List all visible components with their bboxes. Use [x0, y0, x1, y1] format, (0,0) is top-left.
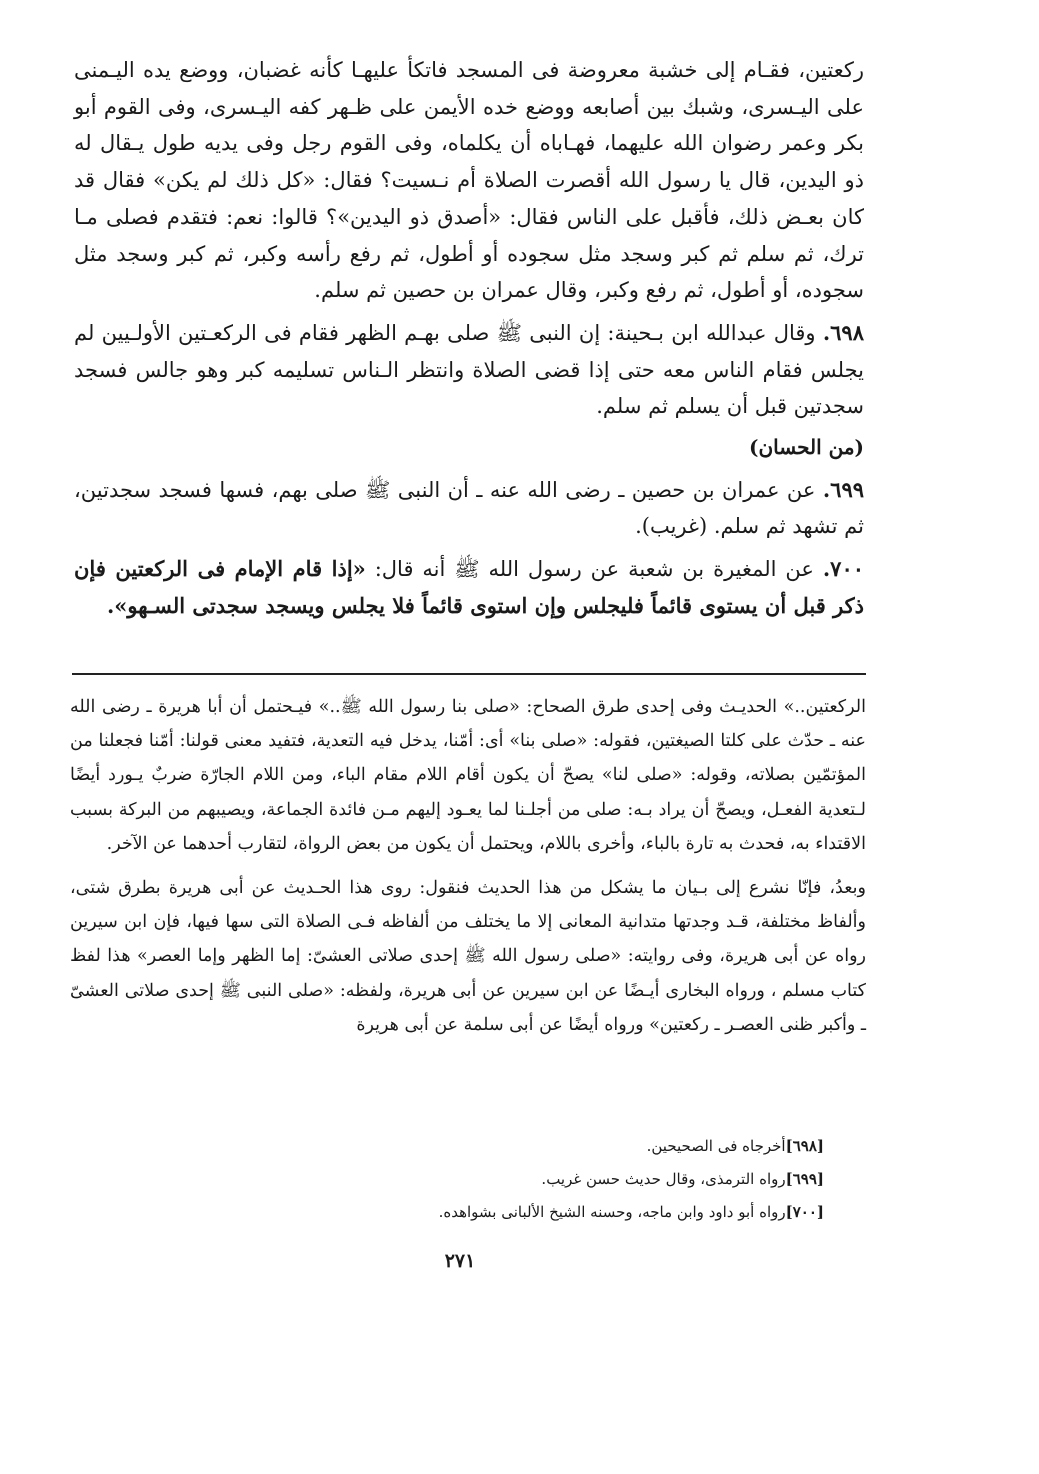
hadith-number: ٦٩٩.: [822, 476, 865, 502]
reference-number: [٦٩٩]: [785, 1170, 824, 1188]
section-heading: (من الحسان): [748, 435, 864, 460]
hadith-698: [74, 315, 864, 425]
commentary: [70, 690, 866, 1042]
reference-text: رواه أبو داود وابن ماجه، وحسنه الشيخ الألبانى بشواهده.: [438, 1203, 786, 1221]
reference-number: [٧٠٠]: [785, 1203, 824, 1221]
reference-text: أخرجاه فى الصحيحين.: [646, 1137, 786, 1155]
page-number: ٢٧١: [444, 1250, 476, 1272]
hadith-number: ٧٠٠.: [822, 556, 865, 582]
hadith-text: وقال عبدالله ابن بـحينة: إن النبى ﷺ صلى بهـم الظهر فقام فى الركعـتين الأولـيين لم يجلس فقام الناس معه حتى إذا قضى الصلاة وانتظر الـناس تسليمه كبر وهو جالس فسجد سجدتين قبل أن يسلم ثم سلم.: [74, 320, 864, 419]
reference-698: [380, 1130, 824, 1163]
hadith-number: ٦٩٨.: [822, 319, 864, 345]
reference-700: [380, 1196, 824, 1229]
reference-699: [380, 1163, 824, 1196]
reference-number: [٦٩٨]: [785, 1137, 824, 1155]
hadith-700: [74, 551, 864, 624]
hadith-699: [74, 472, 864, 545]
divider-line: [72, 673, 866, 675]
paragraph-continuation: ركعتين، فقـام إلى خشبة معروضة فى المسجد فاتكأ عليهـا كأنه غضبان، ووضع يده اليـمنى على اليـسرى، وشبك بين أصابعه ووضع خده الأيمن على ظـهر كفه اليـسرى، وفى القوم أبو بكر وعمر رضوان الله عليهما، فهـاباه أن يكلماه، وفى القوم رجل وفى يديه طول يـقال له ذو اليدين، قال يا رسول الله أقصرت الصلاة أم نـسيت؟ فقال: «كل ذلك لم يكن» فقال قد كان بعـض ذلك، فأقبل على الناس فقال: «أصدق ذو اليدين»؟ قالوا: نعم: فتقدم فصلى مـا ترك، ثم سلم ثم كبر وسجد مثل سجوده أو أطول، ثم رفع رأسه وكبر، ثم كبر وسجد مثل سجوده، أو أطول، ثم رفع وكبر، وقال عمران بن حصين ثم سلم.: [74, 58, 864, 303]
main-text: [74, 52, 864, 625]
commentary-paragraph: الركعتين..» الحديـث وفى إحدى طرق الصحاح: «صلى بنا رسول الله ﷺ..» فيـحتمل أن أبا هريرة ـ رضى الله عنه ـ حدّث على كلتا الصيغتين، فقوله: «صلى بنا» أى: أمّنا، يدخل فيه التعدية، فتفيد معنى قولنا: أمّنا فجعلنا من المؤتمّين بصلاته، وقوله: «صلى لنا» يصحّ أن يكون أقام اللام مقام الباء، ومن اللام الجارّة ضربٌ يـورد أيضًا لـتعدية الفعـل، ويصحّ أن يراد بـه: صلى من أجلـنا لما يعـود إليهم مـن فائدة الجماعة، ويصيبهم من البركة بسبب الاقتداء به، فحدث به تارة بالباء، وأخرى باللام، ويحتمل أن يكون من بعض الرواة، لتقارب أحدهما عن الآخر.: [70, 697, 866, 854]
references: [380, 1130, 824, 1229]
hadith-text: عن عمران بن حصين ـ رضى الله عنه ـ أن النبى ﷺ صلى بهم، فسها فسجد سجدتين، ثم تشهد ثم سلم. (غريب).: [74, 477, 864, 539]
hadith-text: عن المغيرة بن شعبة عن رسول الله ﷺ أنه قال:: [365, 557, 814, 582]
reference-text: رواه الترمذى، وقال حديث حسن غريب.: [541, 1170, 786, 1188]
hadith-quote: «إذا قام الإمام فى الركعتين فإن ذكر قبل أن يستوى قائماً فليجلس وإن استوى قائماً فلا يجلس ويسجد سجدتى السـهو».: [74, 556, 864, 618]
commentary-paragraph: وبعدُ، فإنّا نشرع إلى بـيان ما يشكل من هذا الحديث فنقول: روى هذا الحـديث عن أبى هريرة بطرق شتى، وألفاظ مختلفة، قـد وجدتها متدانية المعانى إلا ما يختلف من ألفاظه فـى الصلاة التى سها فيها، فإن ابن سيرين رواه عن أبى هريرة، وفى روايته: «صلى رسول الله ﷺ إحدى صلاتى العشىّ: إما الظهر وإما العصر» هذا لفظ كتاب مسلم ، ورواه البخارى أيـضًا عن ابن سيرين عن أبى هريرة، ولفظه: «صلى النبى ﷺ إحدى صلاتى العشىّ ـ وأكبر ظنى العصـر ـ ركعتين» ورواه أيضًا عن أبى سلمة عن أبى هريرة: [70, 878, 866, 1035]
